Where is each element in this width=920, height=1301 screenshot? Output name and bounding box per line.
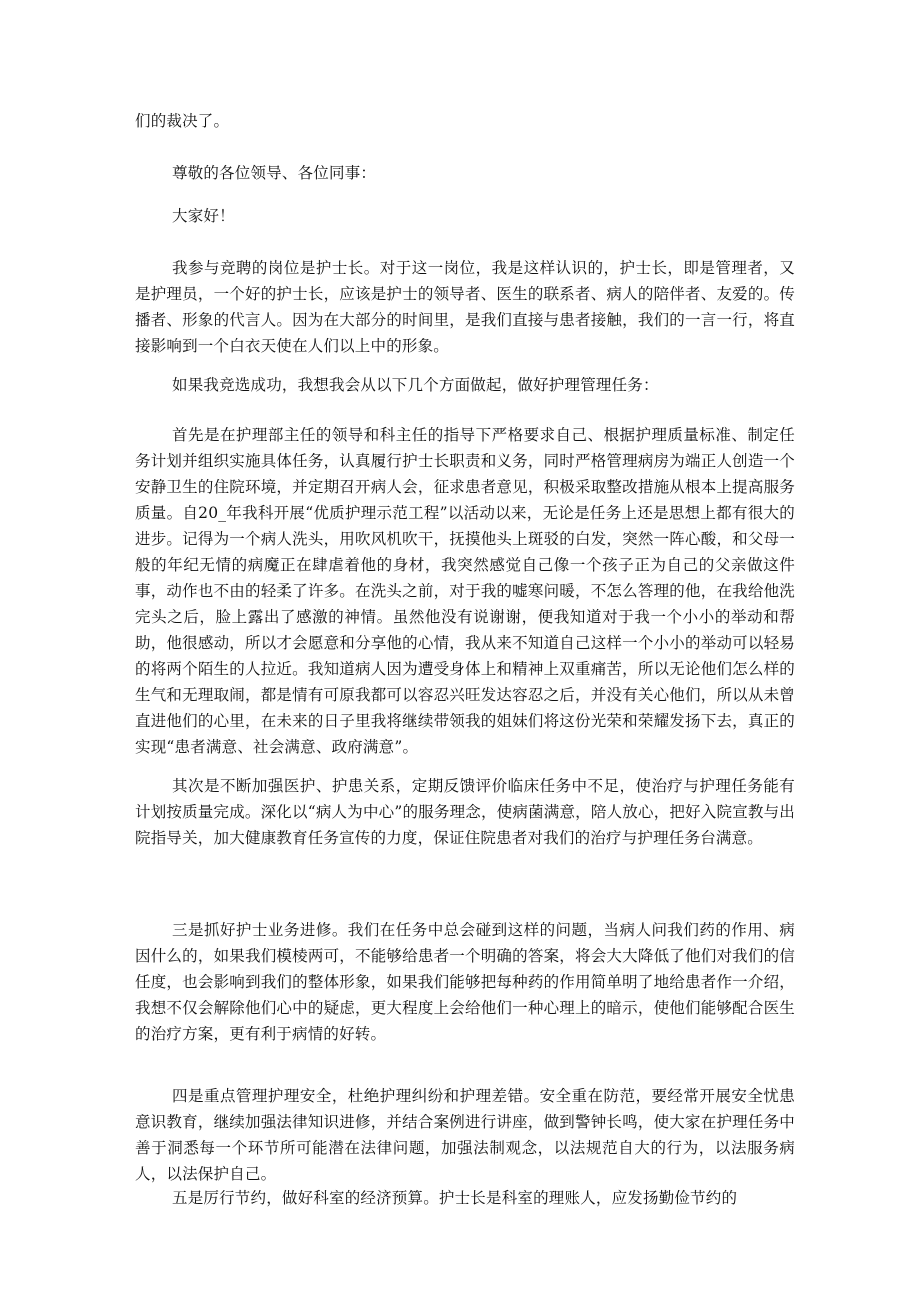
- paragraph-greeting: 大家好！: [172, 207, 235, 225]
- paragraph-position-intro: 我参与竞聘的岗位是护士长。对于这一岗位，我是这样认识的，护士长，即是管理者，又是护理员，一个好的护士长，应该是护士的领导者、医生的联系者、病人的陪伴者、友爱的。传播者、形象的代言人。因为在大部分的时间里，是我们直接与患者接触，我们的一言一行，将直接影响到一个白衣天使在人们以上中的形象。: [135, 259, 795, 355]
- paragraph-plan-intro: 如果我竞选成功，我想我会从以下几个方面做起，做好护理管理任务：: [172, 376, 659, 394]
- paragraph-fifth-point: 五是厉行节约，做好科室的经济预算。护士长是科室的理账人，应发扬勤俭节约的: [172, 1189, 738, 1207]
- paragraph-fourth-point: 四是重点管理护理安全，杜绝护理纠纷和护理差错。安全重在防范，要经常开展安全忧患意识教育，继续加强法律知识进修，并结合案例进行讲座，做到警钟长鸣，使大家在护理任务中善于洞悉每一个环节所可能潜在法律问题，加强法制观念，以法规范自大的行为，以法服务病人，以法保护自己。: [135, 1087, 795, 1183]
- paragraph-second-point: 其次是不断加强医护、护患关系，定期反馈评价临床任务中不足，使治疗与护理任务能有计划按质量完成。深化以“病人为中心”的服务理念，使病菌满意，陪人放心，把好入院宣教与出院指导关，加大健康教育任务宣传的力度，保证住院患者对我们的治疗与护理任务台满意。: [135, 777, 795, 847]
- paragraph-continuation: 们的裁决了。: [135, 112, 230, 130]
- paragraph-third-point: 三是抓好护士业务进修。我们在任务中总会碰到这样的问题，当病人问我们药的作用、病因什么的，如果我们模棱两可，不能够给患者一个明确的答案，将会大大降低了他们对我们的信任度，也会影响到我们的整体形象，如果我们能够把每种药的作用简单明了地给患者作一介绍，我想不仅会解除他们心中的疑虑，更大程度上会给他们一种心理上的暗示，使他们能够配合医生的治疗方案，更有利于病情的好转。: [135, 921, 795, 1043]
- paragraph-salutation: 尊敬的各位领导、各位同事：: [172, 164, 377, 182]
- paragraph-first-point: 首先是在护理部主任的领导和科主任的指导下严格要求自己、根据护理质量标准、制定任务计划并组织实施具体任务，认真履行护士长职责和义务，同时严格管理病房为端正人创造一个安静卫生的住院环境，并定期召开病人会，征求患者意见，积极采取整改措施从根本上提高服务质量。自20_年我科开展“优质护理示范工程”以活动以来，无论是任务上还是思想上都有很大的进步。记得为一个病人洗头，用吹风机吹干，抚摸他头上斑驳的白发，突然一阵心酸，和父母一般的年纪无情的病魔正在肆虐着他的身材，我突然感觉自己像一个孩子正为自己的父亲做这件事，动作也不由的轻柔了许多。在洗头之前，对于我的嘘寒问暖，不怎么答理的他，在我给他洗完头之后，脸上露出了感激的神情。虽然他没有说谢谢，便我知道对于我一个小小的举动和帮助，他很感动，所以才会愿意和分享他的心情，我从来不知道自己这样一个小小的举动可以轻易的将两个陌生的人拉近。我知道病人因为遭受身体上和精神上双重痛苦，所以无论他们怎么样的生气和无理取闹，都是情有可原我都可以容忍兴旺发达容忍之后，并没有关心他们，所以从未曾直进他们的心里，在未来的日子里我将继续带领我的姐妹们将这份光荣和荣耀发扬下去，真正的实现“患者满意、社会满意、政府满意”。: [135, 426, 795, 756]
